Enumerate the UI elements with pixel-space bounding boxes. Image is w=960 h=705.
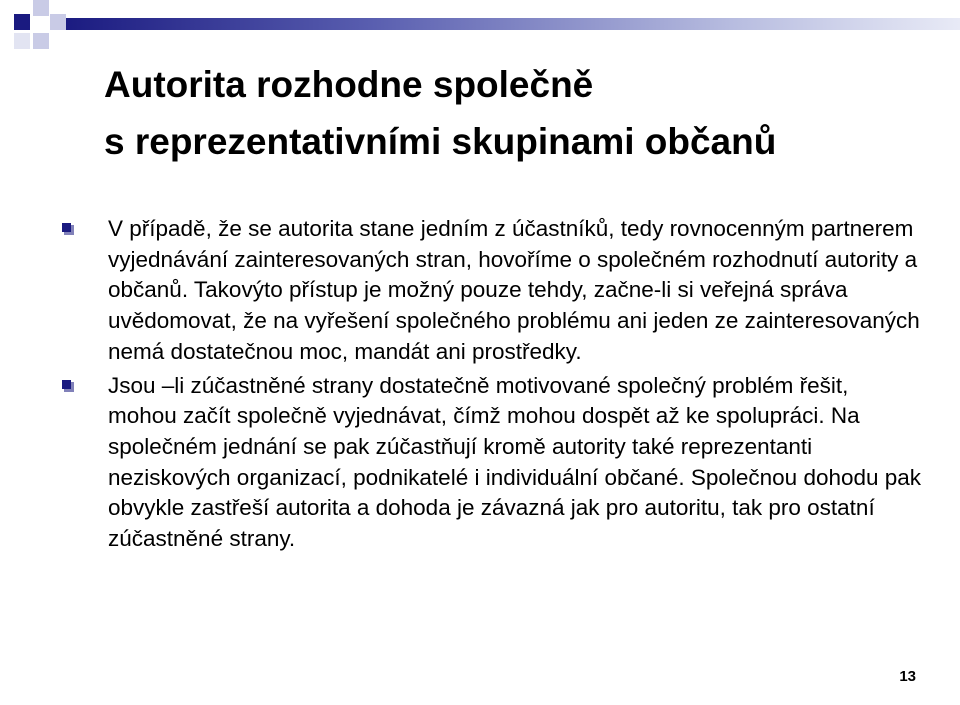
square-pattern-icon [14, 33, 30, 49]
header-gradient-bar [60, 18, 960, 30]
title-line-2: s reprezentativními skupinami občanů [104, 121, 777, 162]
title-line-1: Autorita rozhodne společně [104, 64, 594, 105]
square-bullet-icon [62, 223, 74, 235]
page-number: 13 [899, 668, 916, 685]
bullet-text-1: V případě, že se autorita stane jedním z účastníků, tedy rovnocenným partnerem vyjednávání zainteresovaných stran, hovoříme o společném rozhodnutí autority a občanů. Takovýto přístup je možný pouze tehdy, začne-li si veřejná správa uvědomovat, že na vyřešení společného problému ani jeden ze zainteresovaných nemá dostatečnou moc, mandát ani prostředky. [108, 216, 920, 364]
bullet-text-2: Jsou –li zúčastněné strany dostatečně motivované společný problém řešit, mohou začít společně vyjednávat, čímž mohou dospět až ke spolupráci. Na společném jednání se pak zúčastňují kromě autority také reprezentanti neziskových organizací, podnikatelé i individuální občané. Společnou dohodu pak obvykle zastřeší autorita a dohoda je závazná jak pro autoritu, tak pro ostatní zúčastněné strany. [108, 372, 922, 552]
square-pattern-icon [50, 14, 66, 30]
slide-title [104, 56, 944, 170]
bullet-item-2 [62, 371, 922, 555]
square-pattern-icon [33, 0, 49, 16]
header-decoration [0, 0, 960, 54]
square-pattern-icon [14, 14, 30, 30]
square-bullet-icon [62, 380, 74, 392]
bullet-item-1 [62, 214, 922, 368]
bullet-list [62, 214, 922, 558]
square-pattern-icon [33, 33, 49, 49]
